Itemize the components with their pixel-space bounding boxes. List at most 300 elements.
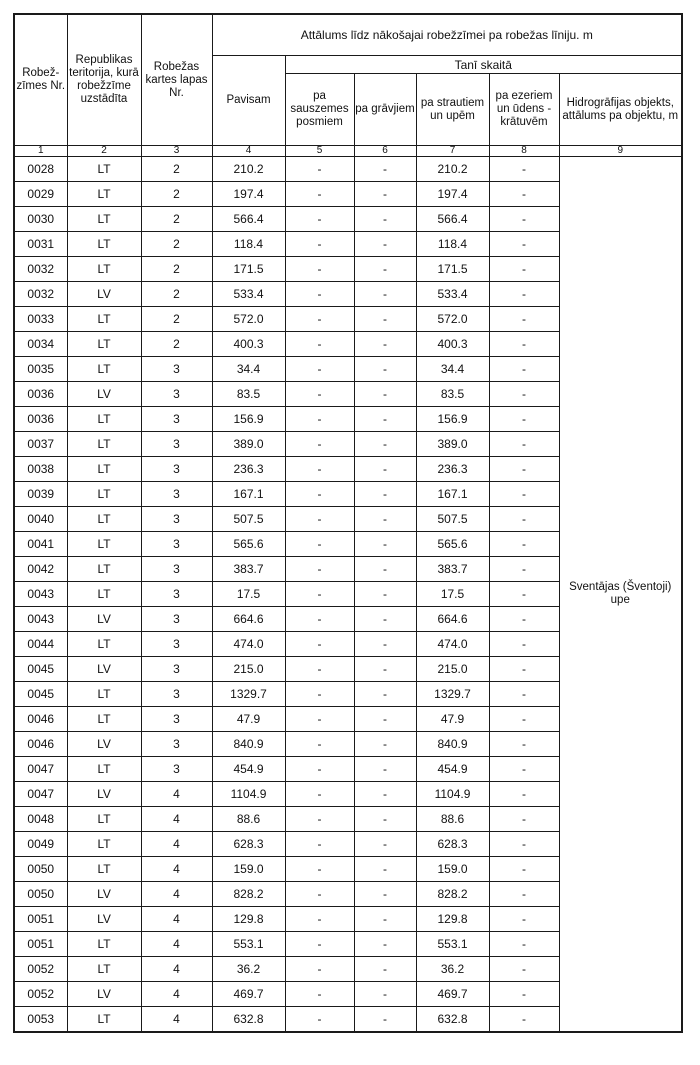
- ditch-distance-cell: -: [354, 207, 416, 232]
- ditch-distance-cell: -: [354, 632, 416, 657]
- land-distance-cell: -: [285, 582, 354, 607]
- land-distance-cell: -: [285, 482, 354, 507]
- total-distance-cell: 215.0: [212, 657, 285, 682]
- ditch-distance-cell: -: [354, 732, 416, 757]
- land-distance-cell: -: [285, 907, 354, 932]
- hydrographic-object-cell: Sventājas (Šventoji) upe: [559, 157, 682, 1033]
- ditch-distance-cell: -: [354, 807, 416, 832]
- territory-cell: LV: [67, 782, 141, 807]
- column-number: 3: [141, 146, 212, 157]
- total-distance-cell: 156.9: [212, 407, 285, 432]
- map-sheet-cell: 3: [141, 607, 212, 632]
- boundary-mark-nr: 0045: [14, 657, 67, 682]
- total-distance-cell: 400.3: [212, 332, 285, 357]
- boundary-mark-nr: 0046: [14, 732, 67, 757]
- map-sheet-cell: 3: [141, 757, 212, 782]
- territory-cell: LV: [67, 907, 141, 932]
- river-distance-cell: 36.2: [416, 957, 489, 982]
- boundary-mark-nr: 0038: [14, 457, 67, 482]
- ditch-distance-cell: -: [354, 782, 416, 807]
- map-sheet-cell: 4: [141, 782, 212, 807]
- river-distance-cell: 507.5: [416, 507, 489, 532]
- total-distance-cell: 36.2: [212, 957, 285, 982]
- land-distance-cell: -: [285, 732, 354, 757]
- lake-distance-cell: -: [489, 732, 559, 757]
- territory-cell: LT: [67, 332, 141, 357]
- total-distance-cell: 210.2: [212, 157, 285, 182]
- boundary-mark-nr: 0044: [14, 632, 67, 657]
- boundary-mark-nr: 0039: [14, 482, 67, 507]
- column-number: 5: [285, 146, 354, 157]
- territory-cell: LT: [67, 582, 141, 607]
- river-distance-cell: 118.4: [416, 232, 489, 257]
- boundary-mark-nr: 0033: [14, 307, 67, 332]
- river-distance-cell: 828.2: [416, 882, 489, 907]
- header-ditches: pa grāvjiem: [354, 74, 416, 146]
- map-sheet-cell: 3: [141, 532, 212, 557]
- map-sheet-cell: 3: [141, 582, 212, 607]
- map-sheet-cell: 3: [141, 657, 212, 682]
- map-sheet-cell: 4: [141, 857, 212, 882]
- land-distance-cell: -: [285, 707, 354, 732]
- ditch-distance-cell: -: [354, 482, 416, 507]
- territory-cell: LV: [67, 982, 141, 1007]
- land-distance-cell: -: [285, 307, 354, 332]
- lake-distance-cell: -: [489, 507, 559, 532]
- header-of-which: Tanī skaitā: [285, 56, 682, 74]
- header-distance-title: Attālums līdz nākošajai robežzīmei pa robežas līniju. m: [212, 14, 682, 56]
- lake-distance-cell: -: [489, 532, 559, 557]
- river-distance-cell: 156.9: [416, 407, 489, 432]
- territory-cell: LT: [67, 632, 141, 657]
- lake-distance-cell: -: [489, 432, 559, 457]
- land-distance-cell: -: [285, 807, 354, 832]
- map-sheet-cell: 4: [141, 882, 212, 907]
- total-distance-cell: 34.4: [212, 357, 285, 382]
- total-distance-cell: 159.0: [212, 857, 285, 882]
- total-distance-cell: 1329.7: [212, 682, 285, 707]
- map-sheet-cell: 3: [141, 632, 212, 657]
- land-distance-cell: -: [285, 182, 354, 207]
- ditch-distance-cell: -: [354, 1007, 416, 1033]
- river-distance-cell: 454.9: [416, 757, 489, 782]
- lake-distance-cell: -: [489, 657, 559, 682]
- land-distance-cell: -: [285, 632, 354, 657]
- ditch-distance-cell: -: [354, 157, 416, 182]
- river-distance-cell: 474.0: [416, 632, 489, 657]
- river-distance-cell: 171.5: [416, 257, 489, 282]
- lake-distance-cell: -: [489, 257, 559, 282]
- map-sheet-cell: 3: [141, 707, 212, 732]
- land-distance-cell: -: [285, 432, 354, 457]
- column-number: 6: [354, 146, 416, 157]
- ditch-distance-cell: -: [354, 607, 416, 632]
- ditch-distance-cell: -: [354, 257, 416, 282]
- territory-cell: LT: [67, 757, 141, 782]
- column-number: 4: [212, 146, 285, 157]
- ditch-distance-cell: -: [354, 432, 416, 457]
- ditch-distance-cell: -: [354, 507, 416, 532]
- map-sheet-cell: 4: [141, 957, 212, 982]
- total-distance-cell: 628.3: [212, 832, 285, 857]
- lake-distance-cell: -: [489, 757, 559, 782]
- boundary-mark-nr: 0053: [14, 1007, 67, 1033]
- boundary-mark-nr: 0028: [14, 157, 67, 182]
- map-sheet-cell: 2: [141, 257, 212, 282]
- land-distance-cell: -: [285, 557, 354, 582]
- total-distance-cell: 1104.9: [212, 782, 285, 807]
- total-distance-cell: 469.7: [212, 982, 285, 1007]
- map-sheet-cell: 3: [141, 457, 212, 482]
- boundary-mark-nr: 0037: [14, 432, 67, 457]
- territory-cell: LT: [67, 182, 141, 207]
- land-distance-cell: -: [285, 982, 354, 1007]
- total-distance-cell: 88.6: [212, 807, 285, 832]
- map-sheet-cell: 3: [141, 557, 212, 582]
- river-distance-cell: 572.0: [416, 307, 489, 332]
- land-distance-cell: -: [285, 857, 354, 882]
- river-distance-cell: 628.3: [416, 832, 489, 857]
- table-row: [14, 157, 682, 182]
- land-distance-cell: -: [285, 382, 354, 407]
- lake-distance-cell: -: [489, 182, 559, 207]
- total-distance-cell: 632.8: [212, 1007, 285, 1033]
- river-distance-cell: 1104.9: [416, 782, 489, 807]
- boundary-mark-nr: 0032: [14, 257, 67, 282]
- land-distance-cell: -: [285, 457, 354, 482]
- river-distance-cell: 383.7: [416, 557, 489, 582]
- lake-distance-cell: -: [489, 282, 559, 307]
- map-sheet-cell: 4: [141, 982, 212, 1007]
- ditch-distance-cell: -: [354, 357, 416, 382]
- header-total: Pavisam: [212, 56, 285, 146]
- river-distance-cell: 83.5: [416, 382, 489, 407]
- lake-distance-cell: -: [489, 957, 559, 982]
- map-sheet-cell: 3: [141, 407, 212, 432]
- territory-cell: LT: [67, 307, 141, 332]
- boundary-mark-nr: 0043: [14, 607, 67, 632]
- map-sheet-cell: 4: [141, 907, 212, 932]
- territory-cell: LT: [67, 932, 141, 957]
- territory-cell: LT: [67, 957, 141, 982]
- lake-distance-cell: -: [489, 832, 559, 857]
- total-distance-cell: 236.3: [212, 457, 285, 482]
- land-distance-cell: -: [285, 757, 354, 782]
- lake-distance-cell: -: [489, 882, 559, 907]
- ditch-distance-cell: -: [354, 407, 416, 432]
- territory-cell: LT: [67, 482, 141, 507]
- land-distance-cell: -: [285, 607, 354, 632]
- total-distance-cell: 664.6: [212, 607, 285, 632]
- territory-cell: LT: [67, 407, 141, 432]
- land-distance-cell: -: [285, 532, 354, 557]
- boundary-mark-nr: 0036: [14, 407, 67, 432]
- ditch-distance-cell: -: [354, 457, 416, 482]
- map-sheet-cell: 4: [141, 1007, 212, 1033]
- ditch-distance-cell: -: [354, 532, 416, 557]
- lake-distance-cell: -: [489, 357, 559, 382]
- total-distance-cell: 171.5: [212, 257, 285, 282]
- map-sheet-cell: 3: [141, 382, 212, 407]
- ditch-distance-cell: -: [354, 982, 416, 1007]
- river-distance-cell: 553.1: [416, 932, 489, 957]
- river-distance-cell: 1329.7: [416, 682, 489, 707]
- boundary-mark-nr: 0047: [14, 782, 67, 807]
- map-sheet-cell: 3: [141, 482, 212, 507]
- lake-distance-cell: -: [489, 807, 559, 832]
- total-distance-cell: 828.2: [212, 882, 285, 907]
- total-distance-cell: 840.9: [212, 732, 285, 757]
- map-sheet-cell: 4: [141, 832, 212, 857]
- boundary-mark-nr: 0051: [14, 932, 67, 957]
- ditch-distance-cell: -: [354, 382, 416, 407]
- map-sheet-cell: 3: [141, 682, 212, 707]
- total-distance-cell: 454.9: [212, 757, 285, 782]
- territory-cell: LT: [67, 207, 141, 232]
- header-boundary-mark-nr: Robež-zīmes Nr.: [14, 14, 67, 146]
- territory-cell: LT: [67, 832, 141, 857]
- map-sheet-cell: 3: [141, 507, 212, 532]
- lake-distance-cell: -: [489, 682, 559, 707]
- territory-cell: LT: [67, 457, 141, 482]
- ditch-distance-cell: -: [354, 182, 416, 207]
- boundary-mark-nr: 0042: [14, 557, 67, 582]
- river-distance-cell: 664.6: [416, 607, 489, 632]
- map-sheet-cell: 4: [141, 932, 212, 957]
- ditch-distance-cell: -: [354, 857, 416, 882]
- map-sheet-cell: 2: [141, 157, 212, 182]
- total-distance-cell: 533.4: [212, 282, 285, 307]
- table-header: [14, 14, 682, 157]
- territory-cell: LT: [67, 557, 141, 582]
- ditch-distance-cell: -: [354, 582, 416, 607]
- river-distance-cell: 159.0: [416, 857, 489, 882]
- total-distance-cell: 553.1: [212, 932, 285, 957]
- territory-cell: LT: [67, 807, 141, 832]
- map-sheet-cell: 2: [141, 182, 212, 207]
- ditch-distance-cell: -: [354, 707, 416, 732]
- map-sheet-cell: 2: [141, 282, 212, 307]
- header-land-sections: pa sauszemes posmiem: [285, 74, 354, 146]
- map-sheet-cell: 2: [141, 307, 212, 332]
- map-sheet-cell: 4: [141, 807, 212, 832]
- territory-cell: LT: [67, 432, 141, 457]
- land-distance-cell: -: [285, 932, 354, 957]
- territory-cell: LT: [67, 232, 141, 257]
- river-distance-cell: 236.3: [416, 457, 489, 482]
- lake-distance-cell: -: [489, 332, 559, 357]
- lake-distance-cell: -: [489, 857, 559, 882]
- lake-distance-cell: -: [489, 607, 559, 632]
- header-streams-rivers: pa strautiem un upēm: [416, 74, 489, 146]
- column-number: 2: [67, 146, 141, 157]
- land-distance-cell: -: [285, 157, 354, 182]
- boundary-mark-nr: 0031: [14, 232, 67, 257]
- land-distance-cell: -: [285, 1007, 354, 1033]
- lake-distance-cell: -: [489, 407, 559, 432]
- total-distance-cell: 83.5: [212, 382, 285, 407]
- boundary-mark-nr: 0032: [14, 282, 67, 307]
- river-distance-cell: 565.6: [416, 532, 489, 557]
- land-distance-cell: -: [285, 207, 354, 232]
- land-distance-cell: -: [285, 832, 354, 857]
- territory-cell: LT: [67, 507, 141, 532]
- map-sheet-cell: 2: [141, 207, 212, 232]
- territory-cell: LV: [67, 732, 141, 757]
- boundary-mark-nr: 0036: [14, 382, 67, 407]
- lake-distance-cell: -: [489, 457, 559, 482]
- ditch-distance-cell: -: [354, 957, 416, 982]
- land-distance-cell: -: [285, 507, 354, 532]
- column-number: 7: [416, 146, 489, 157]
- lake-distance-cell: -: [489, 557, 559, 582]
- boundary-mark-nr: 0046: [14, 707, 67, 732]
- land-distance-cell: -: [285, 232, 354, 257]
- map-sheet-cell: 2: [141, 332, 212, 357]
- column-number-row: [14, 146, 682, 157]
- total-distance-cell: 197.4: [212, 182, 285, 207]
- ditch-distance-cell: -: [354, 682, 416, 707]
- total-distance-cell: 383.7: [212, 557, 285, 582]
- ditch-distance-cell: -: [354, 557, 416, 582]
- ditch-distance-cell: -: [354, 282, 416, 307]
- territory-cell: LV: [67, 382, 141, 407]
- river-distance-cell: 88.6: [416, 807, 489, 832]
- ditch-distance-cell: -: [354, 932, 416, 957]
- territory-cell: LT: [67, 257, 141, 282]
- lake-distance-cell: -: [489, 482, 559, 507]
- boundary-mark-nr: 0048: [14, 807, 67, 832]
- ditch-distance-cell: -: [354, 832, 416, 857]
- lake-distance-cell: -: [489, 707, 559, 732]
- land-distance-cell: -: [285, 657, 354, 682]
- header-map-sheet: Robežas kartes lapas Nr.: [141, 14, 212, 146]
- boundary-mark-nr: 0040: [14, 507, 67, 532]
- total-distance-cell: 572.0: [212, 307, 285, 332]
- total-distance-cell: 118.4: [212, 232, 285, 257]
- lake-distance-cell: -: [489, 932, 559, 957]
- land-distance-cell: -: [285, 782, 354, 807]
- river-distance-cell: 389.0: [416, 432, 489, 457]
- lake-distance-cell: -: [489, 907, 559, 932]
- header-hydrographic-object: Hidrogrāfijas objekts, attālums pa objektu, m: [559, 74, 682, 146]
- territory-cell: LV: [67, 607, 141, 632]
- boundary-mark-nr: 0029: [14, 182, 67, 207]
- boundary-mark-nr: 0030: [14, 207, 67, 232]
- river-distance-cell: 210.2: [416, 157, 489, 182]
- lake-distance-cell: -: [489, 307, 559, 332]
- total-distance-cell: 47.9: [212, 707, 285, 732]
- territory-cell: LT: [67, 707, 141, 732]
- river-distance-cell: 566.4: [416, 207, 489, 232]
- lake-distance-cell: -: [489, 157, 559, 182]
- territory-cell: LT: [67, 857, 141, 882]
- river-distance-cell: 533.4: [416, 282, 489, 307]
- boundary-distance-table: [13, 13, 683, 1033]
- map-sheet-cell: 3: [141, 732, 212, 757]
- river-distance-cell: 47.9: [416, 707, 489, 732]
- river-distance-cell: 215.0: [416, 657, 489, 682]
- boundary-mark-nr: 0047: [14, 757, 67, 782]
- column-number: 9: [559, 146, 682, 157]
- land-distance-cell: -: [285, 957, 354, 982]
- boundary-mark-nr: 0050: [14, 882, 67, 907]
- ditch-distance-cell: -: [354, 882, 416, 907]
- boundary-mark-nr: 0035: [14, 357, 67, 382]
- total-distance-cell: 474.0: [212, 632, 285, 657]
- territory-cell: LV: [67, 657, 141, 682]
- lake-distance-cell: -: [489, 232, 559, 257]
- ditch-distance-cell: -: [354, 307, 416, 332]
- river-distance-cell: 840.9: [416, 732, 489, 757]
- map-sheet-cell: 2: [141, 232, 212, 257]
- territory-cell: LT: [67, 682, 141, 707]
- river-distance-cell: 197.4: [416, 182, 489, 207]
- land-distance-cell: -: [285, 282, 354, 307]
- lake-distance-cell: -: [489, 207, 559, 232]
- lake-distance-cell: -: [489, 982, 559, 1007]
- territory-cell: LT: [67, 532, 141, 557]
- boundary-mark-nr: 0049: [14, 832, 67, 857]
- land-distance-cell: -: [285, 257, 354, 282]
- river-distance-cell: 34.4: [416, 357, 489, 382]
- river-distance-cell: 129.8: [416, 907, 489, 932]
- header-lakes-reservoirs: pa ezeriem un ūdens - krātuvēm: [489, 74, 559, 146]
- table-body: [14, 157, 682, 1033]
- lake-distance-cell: -: [489, 782, 559, 807]
- lake-distance-cell: -: [489, 1007, 559, 1033]
- map-sheet-cell: 3: [141, 432, 212, 457]
- river-distance-cell: 167.1: [416, 482, 489, 507]
- land-distance-cell: -: [285, 682, 354, 707]
- land-distance-cell: -: [285, 332, 354, 357]
- column-number: 1: [14, 146, 67, 157]
- boundary-mark-nr: 0041: [14, 532, 67, 557]
- river-distance-cell: 469.7: [416, 982, 489, 1007]
- boundary-mark-nr: 0034: [14, 332, 67, 357]
- ditch-distance-cell: -: [354, 657, 416, 682]
- total-distance-cell: 389.0: [212, 432, 285, 457]
- boundary-mark-nr: 0045: [14, 682, 67, 707]
- total-distance-cell: 507.5: [212, 507, 285, 532]
- territory-cell: LV: [67, 282, 141, 307]
- ditch-distance-cell: -: [354, 757, 416, 782]
- territory-cell: LT: [67, 157, 141, 182]
- total-distance-cell: 17.5: [212, 582, 285, 607]
- header-territory: Republikas teritorija, kurā robežzīme uzstādīta: [67, 14, 141, 146]
- land-distance-cell: -: [285, 882, 354, 907]
- ditch-distance-cell: -: [354, 332, 416, 357]
- column-number: 8: [489, 146, 559, 157]
- total-distance-cell: 565.6: [212, 532, 285, 557]
- territory-cell: LT: [67, 357, 141, 382]
- river-distance-cell: 400.3: [416, 332, 489, 357]
- lake-distance-cell: -: [489, 632, 559, 657]
- map-sheet-cell: 3: [141, 357, 212, 382]
- total-distance-cell: 129.8: [212, 907, 285, 932]
- ditch-distance-cell: -: [354, 907, 416, 932]
- boundary-mark-nr: 0051: [14, 907, 67, 932]
- boundary-mark-nr: 0050: [14, 857, 67, 882]
- lake-distance-cell: -: [489, 382, 559, 407]
- territory-cell: LV: [67, 882, 141, 907]
- total-distance-cell: 566.4: [212, 207, 285, 232]
- territory-cell: LT: [67, 1007, 141, 1033]
- ditch-distance-cell: -: [354, 232, 416, 257]
- land-distance-cell: -: [285, 357, 354, 382]
- boundary-mark-nr: 0052: [14, 982, 67, 1007]
- boundary-mark-nr: 0043: [14, 582, 67, 607]
